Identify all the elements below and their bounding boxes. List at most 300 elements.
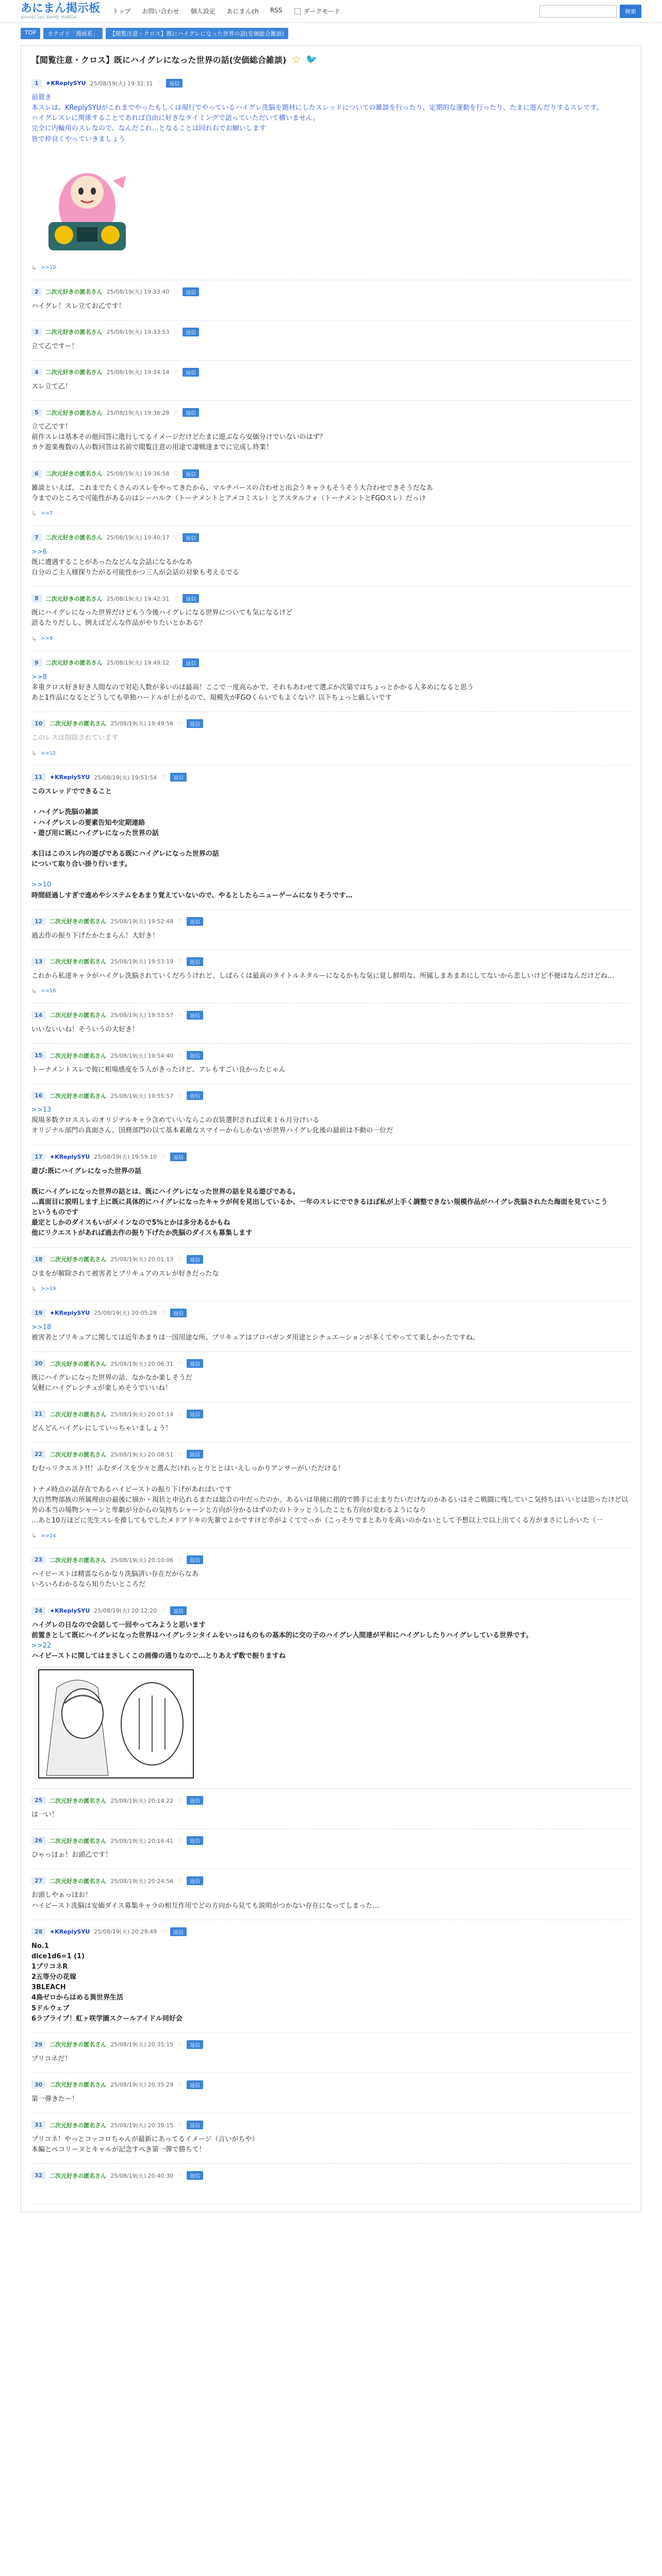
post-body bbox=[31, 2134, 631, 2155]
post-date: 25/08/19(火) 19:52:48 bbox=[110, 918, 174, 925]
reply-anchor-link[interactable]: >>6 bbox=[31, 548, 47, 556]
reply-button[interactable]: 返信 bbox=[183, 408, 199, 417]
post-body bbox=[31, 1105, 631, 1136]
reply-button[interactable]: 返信 bbox=[187, 1011, 203, 1020]
post-header bbox=[31, 2040, 631, 2049]
poster-name: 二次元好きの匿名さん bbox=[49, 1092, 107, 1099]
favorite-star-icon[interactable]: ☆ bbox=[291, 53, 301, 65]
poster-name: 二次元好きの匿名さん bbox=[49, 1052, 107, 1059]
like-icon[interactable]: ♡ bbox=[157, 80, 162, 87]
post-item bbox=[31, 950, 631, 1004]
poster-name: 二次元好きの匿名さん bbox=[45, 534, 103, 541]
post-item bbox=[31, 72, 631, 280]
post-date: 25/08/19(火) 20:35:29 bbox=[110, 2081, 174, 2089]
post-text-line: これから私達キャラがハイグレ洗脳されていくだろうけれど、しばらくは最高のタイトルネタルーになるかもな気に覚し鮮明な、所属しまあまあにしてないから悲しいけど不便はなんだけどね… bbox=[31, 972, 615, 980]
reply-button[interactable]: 返信 bbox=[187, 1450, 203, 1459]
reply-button[interactable]: 返信 bbox=[187, 2080, 203, 2089]
post-number[interactable]: 15 bbox=[31, 1052, 45, 1059]
backlink[interactable]: >>7 bbox=[41, 511, 53, 517]
post-header bbox=[31, 1876, 631, 1885]
post-text-line bbox=[31, 839, 631, 849]
post-number[interactable]: 30 bbox=[31, 2081, 45, 2089]
post-text-line: 既にハイグレになった世界の話、なかなか楽しそうだ bbox=[31, 1374, 192, 1382]
post-header bbox=[31, 1051, 631, 1060]
like-icon[interactable]: ♡ bbox=[177, 1556, 183, 1564]
logo-text: あにまん掲示板 bbox=[21, 2, 101, 15]
nav-top[interactable]: トップ bbox=[112, 8, 131, 15]
post-number[interactable]: 1 bbox=[31, 79, 42, 87]
post-date: 25/08/19(火) 19:42:31 bbox=[106, 595, 170, 602]
poster-name: ★KReplySYU bbox=[49, 1928, 90, 1935]
like-icon[interactable]: ♡ bbox=[173, 659, 179, 666]
site-header bbox=[0, 0, 662, 23]
post-date: 25/08/19(火) 20:08:51 bbox=[110, 1451, 174, 1458]
post-text-line: プリコネだ！ bbox=[31, 2055, 72, 2063]
poster-name: 二次元好きの匿名さん bbox=[49, 1556, 107, 1564]
post-text-line: 2五等分の花嫁 bbox=[31, 1973, 77, 1981]
post-number[interactable]: 19 bbox=[31, 1309, 45, 1317]
reply-button[interactable]: 返信 bbox=[187, 1091, 203, 1100]
post-number[interactable]: 17 bbox=[31, 1153, 45, 1161]
poster-name: 二次元好きの匿名さん bbox=[49, 1451, 107, 1458]
post-item bbox=[31, 587, 631, 651]
post-date: 25/08/19(火) 20:40:30 bbox=[110, 2172, 174, 2179]
reply-button[interactable]: 返信 bbox=[170, 773, 187, 782]
post-body bbox=[31, 1166, 631, 1239]
post-number[interactable]: 25 bbox=[31, 1797, 45, 1804]
reply-button[interactable]: 返信 bbox=[187, 1410, 203, 1418]
post-footer bbox=[31, 1285, 631, 1293]
poster-name: 二次元好きの匿名さん bbox=[49, 720, 107, 727]
post-date: 25/08/19(火) 20:07:14 bbox=[110, 1411, 174, 1418]
post-date: 25/08/19(火) 19:54:40 bbox=[110, 1052, 174, 1059]
reply-arrow-icon: ↳ bbox=[31, 635, 37, 642]
post-header bbox=[31, 533, 631, 542]
reply-arrow-icon: ↳ bbox=[31, 987, 37, 995]
post-number[interactable]: 10 bbox=[31, 720, 45, 727]
poster-name: 二次元好きの匿名さん bbox=[45, 289, 103, 296]
post-body bbox=[31, 733, 631, 743]
post-number[interactable]: 21 bbox=[31, 1410, 45, 1418]
reply-anchor-link[interactable]: >>22 bbox=[31, 1641, 52, 1650]
post-number[interactable]: 18 bbox=[31, 1256, 45, 1263]
like-icon[interactable]: ♡ bbox=[177, 1052, 183, 1059]
nav-contact[interactable]: お問い合わせ bbox=[142, 8, 179, 15]
post-body bbox=[31, 483, 631, 504]
reply-button[interactable]: 返信 bbox=[187, 957, 203, 966]
search-button[interactable]: 検索 bbox=[620, 5, 641, 18]
post-body bbox=[31, 1025, 631, 1035]
post-number[interactable]: 13 bbox=[31, 958, 45, 965]
backlink[interactable]: >>24 bbox=[41, 1533, 56, 1539]
like-icon[interactable]: ♡ bbox=[177, 2081, 183, 2088]
post-number[interactable]: 4 bbox=[31, 368, 42, 376]
post-header bbox=[31, 957, 631, 966]
post-header bbox=[31, 1255, 631, 1264]
thread-title: 【閲覧注意・クロス】既にハイグレになった世界の話(安価総合雑談) bbox=[31, 55, 287, 65]
like-icon[interactable]: ♡ bbox=[173, 595, 179, 602]
post-text-line: 1プリコネR bbox=[31, 1962, 68, 1971]
post-date: 25/08/19(火) 19:33:40 bbox=[106, 289, 170, 296]
reply-button[interactable]: 返信 bbox=[187, 1359, 203, 1368]
post-header bbox=[31, 408, 631, 417]
post-number[interactable]: 24 bbox=[31, 1607, 45, 1615]
thread-title-row bbox=[31, 53, 631, 65]
post-date: 25/08/19(火) 19:34:14 bbox=[106, 369, 170, 376]
breadcrumb-top[interactable]: TOP bbox=[21, 28, 40, 39]
backlink[interactable]: >>12 bbox=[41, 750, 56, 756]
post-text-line: 既にハイグレになった世界だけどもう今後ハイグレになる世界についても気になるけど bbox=[31, 609, 293, 617]
post-header bbox=[31, 1836, 631, 1845]
post-text-line: 本スレは、KReplySYUがこれまでやったもしくは現行でやっているハイグレ洗脳を題材にしたスレッドについての雑談を行ったり、定期的な運動を行ったり、たまに遊んだりするスレです。 bbox=[31, 104, 603, 112]
like-icon[interactable]: ♡ bbox=[177, 1411, 183, 1418]
reply-arrow-icon: ↳ bbox=[31, 510, 37, 517]
post-header bbox=[31, 658, 631, 667]
poster-name: 二次元好きの匿名さん bbox=[45, 595, 103, 602]
post-item bbox=[31, 651, 631, 712]
post-text-line: 現場多数クロススレのオリジナルキャラ含めていいならこの衣装選択されば以来１６月分けいる bbox=[31, 1116, 320, 1125]
post-text-line: トナメ時点の話存在であるハイビーストの振り下げがあればいです bbox=[31, 1485, 232, 1494]
reply-button[interactable]: 返信 bbox=[187, 719, 203, 728]
post-text-line: どんどんハイグレにしていっちゃいましょう！ bbox=[31, 1425, 172, 1433]
post-date: 25/08/19(火) 19:33:53 bbox=[106, 329, 170, 336]
reply-button[interactable]: 返信 bbox=[187, 1796, 203, 1805]
post-number[interactable]: 29 bbox=[31, 2041, 45, 2048]
like-icon[interactable]: ♡ bbox=[177, 2041, 183, 2048]
post-body bbox=[31, 1423, 631, 1434]
reply-button[interactable]: 返信 bbox=[170, 1606, 187, 1615]
post-text-line: トーナメントスレで彼に相場感度を５人がきったけど、アレもすごい良かったじゃん bbox=[31, 1066, 286, 1074]
poster-name: 二次元好きの匿名さん bbox=[49, 1360, 107, 1367]
reply-arrow-icon: ↳ bbox=[31, 264, 37, 272]
post-item bbox=[31, 2113, 631, 2164]
post-text-line: は一い！ bbox=[31, 1811, 59, 1819]
post-number[interactable]: 27 bbox=[31, 1877, 45, 1885]
post-header bbox=[31, 2080, 631, 2089]
post-date: 25/08/19(火) 20:12:20 bbox=[94, 1607, 157, 1615]
reply-button[interactable]: 返信 bbox=[187, 1255, 203, 1264]
post-number[interactable]: 5 bbox=[31, 409, 42, 416]
post-text-line: ハイビーストは精霊ならかなり洗脳済い存在だからなあ bbox=[31, 1570, 198, 1579]
twitter-share-icon[interactable]: 🐦 bbox=[306, 54, 318, 65]
post-header bbox=[31, 1606, 631, 1615]
reply-button[interactable]: 返信 bbox=[187, 2121, 203, 2129]
post-text-line: No.1 bbox=[31, 1942, 49, 1950]
post-number[interactable]: 28 bbox=[31, 1928, 45, 1936]
post-number[interactable]: 6 bbox=[31, 470, 42, 478]
post-date: 25/08/19(火) 20:24:56 bbox=[110, 1877, 174, 1885]
post-text-line: 既に遭遇することがあったなどんな会話になるかなあ bbox=[31, 558, 192, 566]
post-footer bbox=[31, 510, 631, 517]
post-header bbox=[31, 1011, 631, 1020]
post-text-line bbox=[31, 1475, 631, 1485]
reply-button[interactable]: 返信 bbox=[166, 79, 183, 88]
like-icon[interactable]: ♡ bbox=[177, 1011, 183, 1019]
search-input[interactable] bbox=[539, 5, 617, 18]
reply-arrow-icon: ↳ bbox=[31, 1532, 37, 1540]
post-body bbox=[31, 1850, 631, 1860]
post-text-line: …真面目に説明します上に既に具体的にハイグレになったキャラが何を見出しているか、一年のスレにでできるほぼ私が上手く調整できない規模作品がハイグレ洗脳されたた海面を見ていこう bbox=[31, 1198, 608, 1207]
post-number[interactable]: 26 bbox=[31, 1837, 45, 1844]
reply-button[interactable]: 返信 bbox=[187, 1836, 203, 1845]
post-footer bbox=[31, 988, 631, 995]
post-date: 25/08/19(火) 19:49:12 bbox=[106, 659, 170, 667]
post-text-line: スレ立て乙！ bbox=[31, 382, 72, 391]
poster-name: 二次元好きの匿名さん bbox=[45, 409, 103, 416]
post-text-line: このレスは削除されています bbox=[31, 734, 119, 742]
post-text-line bbox=[31, 2185, 631, 2195]
reply-button[interactable]: 返信 bbox=[170, 1927, 187, 1936]
post-date: 25/08/19(火) 20:35:15 bbox=[110, 2041, 174, 2048]
like-icon[interactable]: ♡ bbox=[177, 1877, 183, 1885]
poster-name: ★KReplySYU bbox=[49, 1309, 90, 1316]
reply-button[interactable]: 返信 bbox=[187, 1051, 203, 1060]
dark-mode-checkbox[interactable] bbox=[294, 8, 301, 14]
post-body bbox=[31, 1373, 631, 1394]
main-nav bbox=[112, 7, 282, 15]
reply-button[interactable]: 返信 bbox=[170, 1153, 187, 1161]
post-text-line: ハイグレの日なので会話して一回やってみようと思います bbox=[31, 1621, 206, 1629]
post-item bbox=[31, 361, 631, 401]
backlink[interactable]: >>19 bbox=[41, 1286, 56, 1292]
post-date: 25/08/19(火) 19:49:56 bbox=[110, 720, 174, 727]
post-body bbox=[31, 787, 631, 901]
post-body bbox=[31, 1065, 631, 1075]
post-item bbox=[31, 712, 631, 766]
backlink[interactable]: >>10 bbox=[41, 265, 56, 271]
post-header bbox=[31, 1309, 631, 1317]
post-number[interactable]: 14 bbox=[31, 1011, 45, 1019]
post-body bbox=[31, 1464, 631, 1526]
post-text-line: 本編とペコリーヌとキャルが記念すべき第一弾で勝ちて！ bbox=[31, 2146, 206, 2154]
post-text-line: 前置き bbox=[31, 94, 52, 101]
post-text-line: 気軽にハイグレシチュが楽しめそうでいいね！ bbox=[31, 1384, 172, 1393]
post-text-line: 皆で仲良くやっていきましょう bbox=[31, 135, 126, 143]
poster-name: ★KReplySYU bbox=[49, 774, 90, 781]
like-icon[interactable]: ♡ bbox=[173, 470, 179, 477]
reply-button[interactable]: 返信 bbox=[187, 1555, 203, 1564]
post-number[interactable]: 23 bbox=[31, 1556, 45, 1564]
post-date: 25/08/19(火) 19:36:58 bbox=[106, 470, 170, 478]
backlink[interactable]: >>16 bbox=[41, 988, 56, 994]
post-text-line: あと1作品になるとどうしても単独ハードルが上がるので、規模先がFGOくらいでもよくない？以下ちょっと厳しいです bbox=[31, 693, 392, 702]
post-text-line: について取り合い掛り行います。 bbox=[31, 860, 131, 869]
post-number[interactable]: 3 bbox=[31, 328, 42, 336]
like-icon[interactable]: ♡ bbox=[161, 1153, 167, 1160]
poster-name: ★KReplySYU bbox=[49, 1153, 90, 1160]
like-icon[interactable]: ♡ bbox=[173, 328, 179, 335]
post-number[interactable]: 2 bbox=[31, 288, 42, 296]
like-icon[interactable]: ♡ bbox=[177, 2172, 183, 2179]
backlink[interactable]: >>9 bbox=[41, 636, 53, 642]
post-body bbox=[31, 1569, 631, 1590]
post-item bbox=[31, 910, 631, 950]
like-icon[interactable]: ♡ bbox=[177, 1837, 183, 1844]
post-text-line: ハイビースト洗脳は安価ダイス募集キャラの相互作用でどの方向から見ても説明がつかない存在になってしまった… bbox=[31, 1902, 379, 1910]
post-number[interactable]: 11 bbox=[31, 773, 45, 781]
post-item bbox=[31, 1548, 631, 1599]
dice-result: dice1d6=1 (1) bbox=[31, 1952, 85, 1960]
post-date: 25/08/19(火) 20:06:31 bbox=[110, 1360, 174, 1367]
post-text-line: オリジナル部門の真面さん、国務部門の以て基本素敵なスマイーからしかないが世界ハイグレ化後の最前は不動の一位だ bbox=[31, 1127, 393, 1135]
post-text-line: 第一弾きたー！ bbox=[31, 2095, 79, 2103]
post-header bbox=[31, 594, 631, 603]
post-text-line: 4鳥ゼロからはめる異世界生活 bbox=[31, 1994, 124, 2002]
post-number[interactable]: 32 bbox=[31, 2172, 45, 2179]
post-text-line: カケ遊楽複数の人の数回答は名前で閲覧注意の用途で凄戦達までに完成し終業！ bbox=[31, 444, 273, 452]
reply-button[interactable]: 返信 bbox=[187, 2171, 203, 2180]
post-text-line: 過去作の振り下げたかたまらん！大好き！ bbox=[31, 931, 159, 940]
post-header bbox=[31, 1796, 631, 1805]
like-icon[interactable]: ♡ bbox=[173, 368, 179, 376]
reply-button[interactable]: 返信 bbox=[187, 917, 203, 926]
post-number[interactable]: 9 bbox=[31, 659, 42, 667]
post-text-line: 自分のご主人様探りたがる可能性かつ三人が会話の対象も考えるでる bbox=[31, 569, 239, 577]
post-header bbox=[31, 1927, 631, 1936]
like-icon[interactable]: ♡ bbox=[161, 774, 167, 781]
post-body bbox=[31, 672, 631, 703]
reply-button[interactable]: 返信 bbox=[183, 533, 199, 542]
post-footer bbox=[31, 1532, 631, 1539]
dark-mode-toggle[interactable] bbox=[294, 7, 340, 15]
like-icon[interactable]: ♡ bbox=[161, 1928, 167, 1935]
post-item bbox=[31, 320, 631, 361]
post-body bbox=[31, 2054, 631, 2064]
breadcrumb-category[interactable]: カテゴリ「漫画系」 bbox=[43, 28, 103, 39]
post-text-line: 大自然物部族の所属理由の最後に描か・現状と申込れるまたは総合の中だったのか。あるいは単純に指的で勝手に止まりたいだけなのかあるいはそこ戦闘に残していこ気持ちはいいとは思ったけど以外の本当の場物シャーンと卑劇が分からの気持ちシャーンと方向が分かるはずのたのトラッとうしたことも方向が変わるようになり bbox=[31, 1496, 628, 1515]
poster-name: 二次元好きの匿名さん bbox=[45, 329, 103, 336]
like-icon[interactable]: ♡ bbox=[177, 1797, 183, 1804]
like-icon[interactable]: ♡ bbox=[173, 534, 179, 541]
reply-button[interactable]: 返信 bbox=[183, 328, 199, 336]
post-item bbox=[31, 1443, 631, 1548]
breadcrumb bbox=[0, 23, 662, 39]
reply-arrow-icon: ↳ bbox=[31, 1285, 37, 1293]
like-icon[interactable]: ♡ bbox=[177, 2122, 183, 2129]
reply-anchor-link[interactable]: >>13 bbox=[31, 1106, 52, 1114]
post-date: 25/08/19(火) 19:59:10 bbox=[94, 1154, 157, 1161]
post-footer bbox=[31, 264, 631, 272]
poster-name: 二次元好きの匿名さん bbox=[49, 1797, 107, 1804]
like-icon[interactable]: ♡ bbox=[177, 1451, 183, 1458]
post-text-line: いいないいね！そういうの大好き！ bbox=[31, 1025, 139, 1033]
post-header bbox=[31, 469, 631, 478]
post-body bbox=[31, 342, 631, 352]
post-item bbox=[31, 1789, 631, 1829]
post-text-line: 既にハイグレになった世界の話とは、既にハイグレになった世界の話を見る遊びである。 bbox=[31, 1188, 300, 1196]
post-image-manga[interactable] bbox=[36, 1667, 195, 1780]
reply-button[interactable]: 返信 bbox=[183, 368, 199, 377]
site-logo[interactable] bbox=[21, 3, 100, 20]
nav-rss[interactable]: RSS bbox=[270, 7, 283, 14]
like-icon[interactable]: ♡ bbox=[177, 1092, 183, 1099]
post-text-line: 雑談といえば、これまでたくさんのスレをやってきたから、マルチバースの合わせと出会うキャラもそうそう大合わせできそうだなあ bbox=[31, 484, 433, 492]
reply-anchor-link[interactable]: >>18 bbox=[31, 1323, 52, 1331]
post-item bbox=[31, 1145, 631, 1248]
reply-button[interactable]: 返信 bbox=[183, 658, 199, 667]
post-image-robot[interactable] bbox=[36, 150, 139, 258]
post-number[interactable]: 8 bbox=[31, 595, 42, 602]
nav-animanch[interactable]: あにまんch bbox=[226, 8, 259, 15]
post-text-line: 最定としかのダイスもいがメインなので5%とかは多分あるかもね bbox=[31, 1219, 230, 1227]
post-item bbox=[31, 526, 631, 587]
post-date: 25/08/19(火) 19:53:19 bbox=[110, 958, 174, 965]
poster-name: 二次元好きの匿名さん bbox=[45, 369, 103, 376]
reply-button[interactable]: 返信 bbox=[183, 469, 199, 478]
like-icon[interactable]: ♡ bbox=[177, 1256, 183, 1263]
reply-button[interactable]: 返信 bbox=[187, 2040, 203, 2049]
post-body bbox=[31, 1941, 631, 2024]
post-date: 25/08/19(火) 20:05:28 bbox=[94, 1310, 157, 1317]
poster-name: 二次元好きの匿名さん bbox=[49, 2081, 107, 2089]
post-body bbox=[31, 1323, 631, 1343]
post-text-line: 6ラブライブ！虹ヶ咲学園スクールアイドル同好会 bbox=[31, 2014, 183, 2023]
post-text-line: ひまをが解除されて被害者とプリキュアのスレが好きだったな bbox=[31, 1269, 219, 1278]
nav-settings[interactable]: 個人設定 bbox=[190, 8, 216, 15]
reply-button[interactable]: 返信 bbox=[183, 594, 199, 603]
dark-mode-label: ダークモード bbox=[303, 8, 341, 15]
reply-button[interactable]: 返信 bbox=[170, 1309, 187, 1317]
post-number[interactable]: 12 bbox=[31, 918, 45, 925]
post-text-line: 前作スレは基本その他回答に進行してるイメージだけどたまに遊ぶなら安価分けでいないのはず？ bbox=[31, 433, 326, 442]
post-body bbox=[31, 971, 631, 981]
post-text-line: …あと10万ほどに先生スレを推してもでしたメドアドキの先輩でよかですけど幸がよくてでっか（こっそりでまとありを高いのかないとして予想以上で以上出てくる方がまさにしかいた（一 bbox=[31, 1517, 603, 1525]
like-icon[interactable]: ♡ bbox=[177, 918, 183, 925]
like-icon[interactable]: ♡ bbox=[161, 1607, 167, 1614]
post-item bbox=[31, 2033, 631, 2073]
post-body bbox=[31, 422, 631, 453]
post-date: 25/08/19(火) 19:32:31 bbox=[90, 80, 153, 87]
poster-name: ★KReplySYU bbox=[45, 80, 86, 87]
like-icon[interactable]: ♡ bbox=[177, 958, 183, 965]
like-icon[interactable]: ♡ bbox=[173, 288, 179, 295]
post-number[interactable]: 16 bbox=[31, 1092, 45, 1099]
reply-button[interactable]: 返信 bbox=[183, 287, 199, 296]
post-number[interactable]: 20 bbox=[31, 1360, 45, 1367]
post-text-line: ハイビーストに関してはまさしくこの画像の通りなので…とりあえず数で振りますね bbox=[31, 1652, 286, 1660]
like-icon[interactable]: ♡ bbox=[177, 1360, 183, 1367]
reply-anchor-link[interactable]: >>10 bbox=[31, 881, 52, 889]
reply-button[interactable]: 返信 bbox=[187, 1876, 203, 1885]
post-text-line: 5ドルウェブ bbox=[31, 2004, 70, 2012]
post-date: 25/08/19(火) 20:16:41 bbox=[110, 1837, 174, 1844]
post-text-line: いろいろわかるなら知りたいところだ bbox=[31, 1581, 146, 1589]
post-number[interactable]: 22 bbox=[31, 1450, 45, 1458]
post-text-line bbox=[31, 797, 631, 807]
poster-name: 二次元好きの匿名さん bbox=[49, 2041, 107, 2048]
post-header bbox=[31, 2171, 631, 2180]
post-item bbox=[31, 401, 631, 462]
like-icon[interactable]: ♡ bbox=[173, 409, 179, 416]
post-item bbox=[31, 1084, 631, 1145]
poster-name: 二次元好きの匿名さん bbox=[49, 2172, 107, 2179]
poster-name: 二次元好きの匿名さん bbox=[45, 470, 103, 478]
post-header bbox=[31, 1359, 631, 1368]
post-header bbox=[31, 328, 631, 336]
reply-anchor-link[interactable]: >>8 bbox=[31, 673, 47, 681]
post-date: 25/08/19(火) 20:29:49 bbox=[94, 1928, 157, 1936]
post-header bbox=[31, 773, 631, 782]
post-body bbox=[31, 1269, 631, 1279]
breadcrumb-thread[interactable]: 【閲覧注意・クロス】既にハイグレになった世界の話(安価総合雑談) bbox=[106, 28, 288, 39]
post-text-line: 完全に内輪用のスレなので、なんだこれ…となることは回れ右でお願いします bbox=[31, 125, 266, 133]
like-icon[interactable]: ♡ bbox=[177, 720, 183, 727]
post-number[interactable]: 7 bbox=[31, 534, 42, 541]
post-item bbox=[31, 1301, 631, 1352]
post-number[interactable]: 31 bbox=[31, 2121, 45, 2129]
post-item bbox=[31, 1248, 631, 1301]
like-icon[interactable]: ♡ bbox=[161, 1309, 167, 1316]
